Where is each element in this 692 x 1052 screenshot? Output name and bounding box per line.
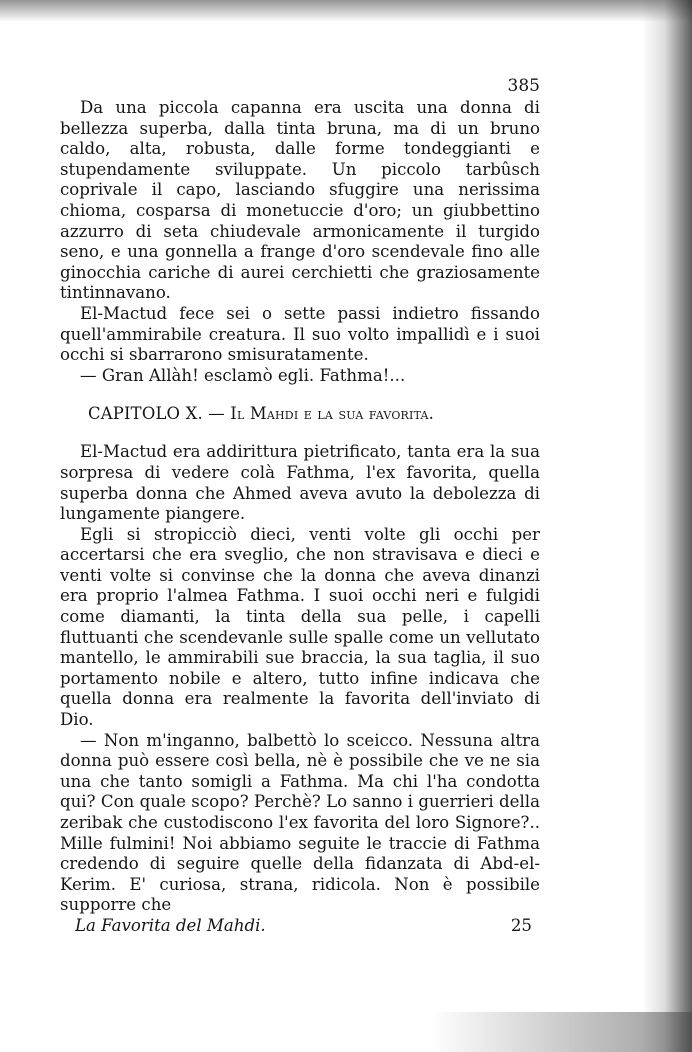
book-page bbox=[60, 76, 540, 936]
running-title: La Favorita del Mahdi. bbox=[75, 915, 266, 935]
chapter-heading bbox=[60, 404, 540, 424]
scan-shadow-right-edge bbox=[642, 0, 692, 1052]
scan-shadow-top bbox=[0, 0, 692, 22]
paragraph: Egli si stropicciò dieci, venti volte gli occhi per accertarsi che era sveglio, che non stravisava e dieci e venti volte si convinse che la donna che aveva dinanzi era proprio l'almea Fathma. I suoi occhi neri e fulgidi come diamanti, la tinta della sua pelle, i capelli fluttuanti che scendevanle sulle spalle come un vellutato mantello, le ammirabili sue braccia, la sua taglia, il suo portamento nobile e altero, tutto infine indicava che quella donna era realmente la favorita dell'inviato di Dio. bbox=[60, 524, 540, 730]
chapter-label: CAPITOLO X. — bbox=[88, 404, 225, 424]
paragraph: — Non m'inganno, balbettò lo sceicco. Nessuna altra donna può essere così bella, nè è possibile che ve ne sia una che tanto somigli a Fathma. Ma chi l'ha condotta qui? Con quale scopo? Perchè? Lo sanno i guerrieri della zeribak che custodiscono l'ex favorita del loro Signore?.. Mille fulmini! Noi abbiamo seguite le traccie di Fathma credendo di seguire quelle della fidanzata di Abd-el-Kerim. E' curiosa, strana, ridicola. Non è possibile supporre che bbox=[60, 730, 540, 915]
paragraph: — Gran Allàh! esclamò egli. Fathma!... bbox=[80, 365, 406, 385]
signature-mark: 25 bbox=[510, 915, 532, 935]
page-number: 385 bbox=[507, 76, 540, 96]
paragraph: Da una piccola capanna era uscita una donna di bellezza superba, dalla tinta bruna, ma di un bruno caldo, alta, robusta, dalle forme tondeggianti e stupendamente sviluppate. Un piccolo tarbûsch coprivale il capo, lasciando sfuggire una nerissima chioma, cosparsa di monetuccie d'oro; un giubbettino azzurro di seta chiudevale armonicamente il turgido seno, e una gonnella a frange d'oro scendevale fino alle ginocchia cariche di aurei cerchietti che graziosamente tintinnavano. bbox=[60, 98, 540, 303]
scan-shadow-bottom bbox=[430, 1012, 692, 1052]
text-block-before-chapter bbox=[60, 98, 540, 386]
page-footer bbox=[60, 916, 540, 936]
text-block-after-chapter bbox=[60, 442, 540, 916]
paragraph: El-Mactud era addirittura pietrificato, tanta era la sua sorpresa di vedere colà Fathma, l'ex favorita, quella superba donna che Ahmed aveva avuto la debolezza di lungamente piangere. bbox=[60, 442, 540, 524]
paragraph: El-Mactud fece sei o sette passi indietro fissando quell'ammirabile creatura. Il suo volto impallidì e i suoi occhi si sbarrarono smisuratamente. bbox=[60, 303, 540, 365]
chapter-title: Il Mahdi e la sua favorita. bbox=[230, 404, 435, 424]
